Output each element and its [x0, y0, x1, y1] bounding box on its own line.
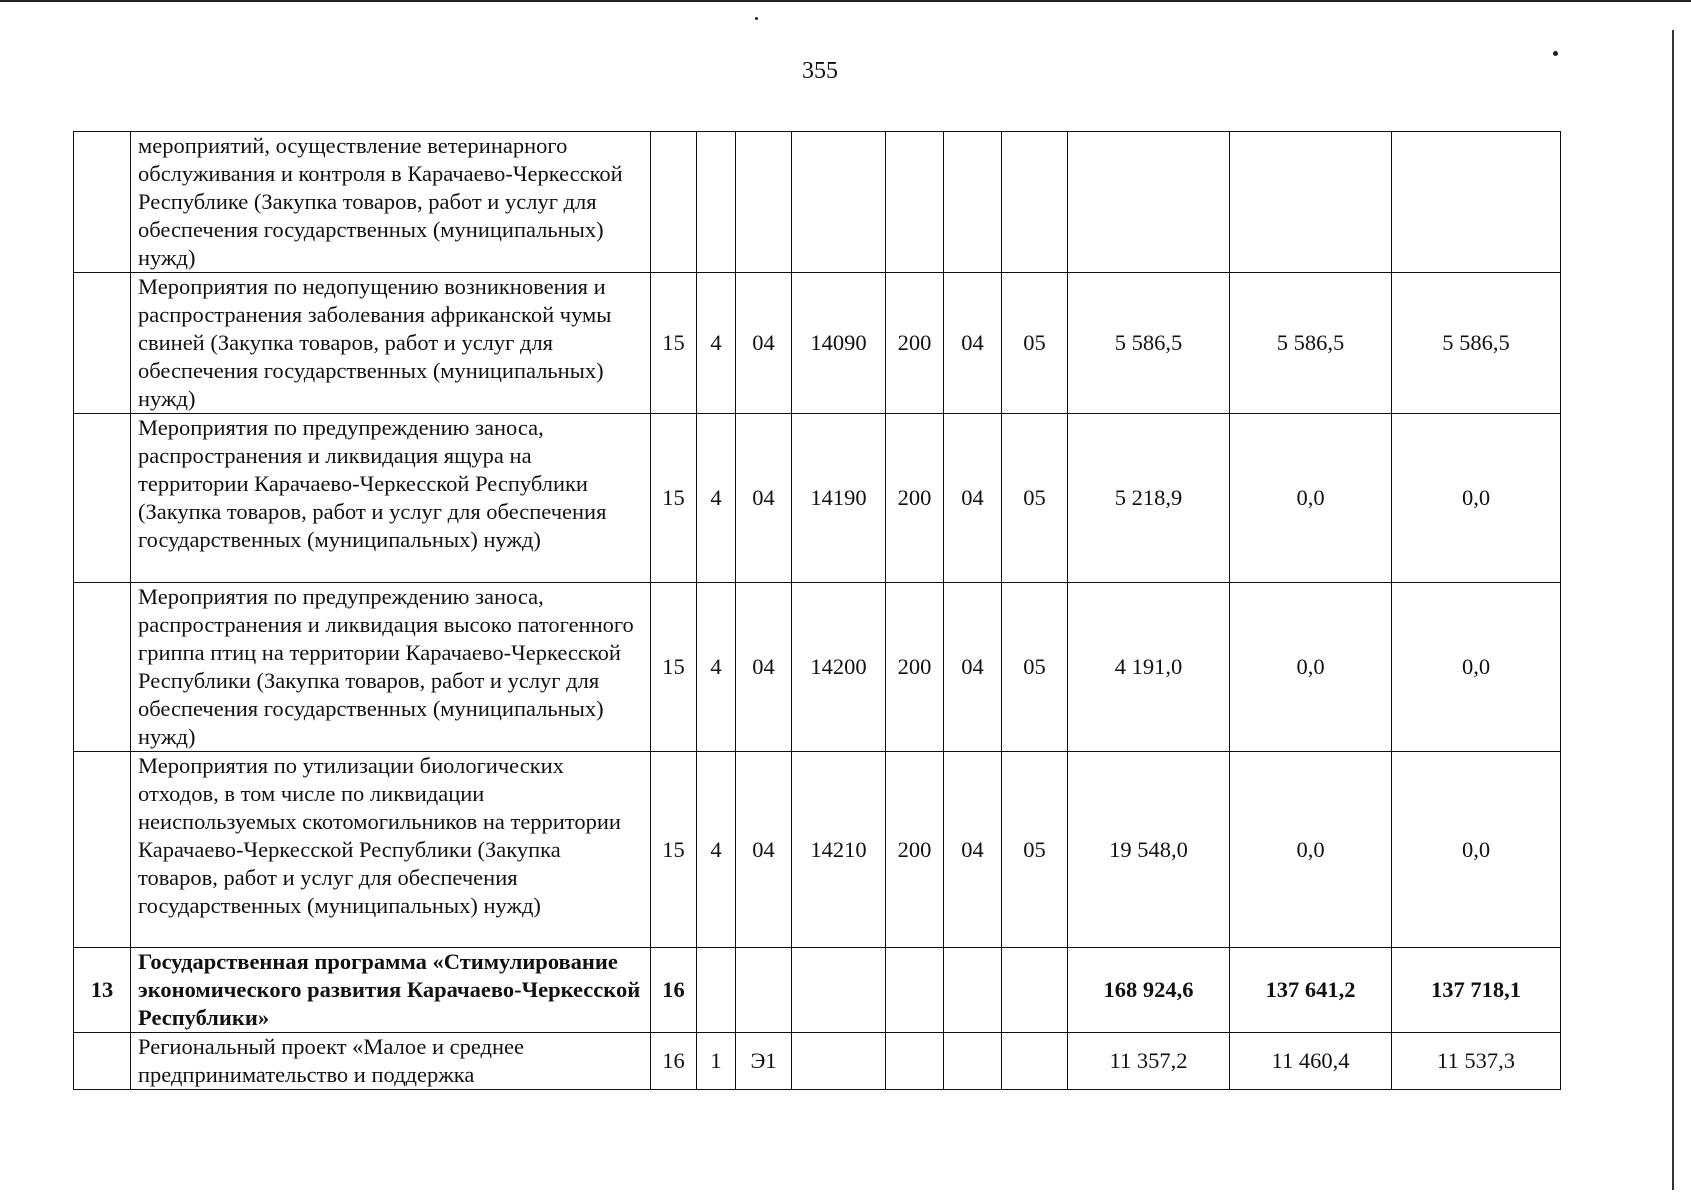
amount-cell: 0,0 [1392, 752, 1561, 948]
code-cell: 04 [944, 414, 1002, 583]
amount-cell: 168 924,6 [1068, 948, 1230, 1033]
code-cell: 04 [736, 752, 792, 948]
code-cell [944, 1033, 1002, 1090]
code-cell: 4 [697, 583, 736, 752]
right-border-line [1672, 30, 1674, 1190]
table-row [74, 752, 1561, 948]
row-number-cell [74, 414, 131, 583]
amount-cell: 0,0 [1392, 414, 1561, 583]
table-row [74, 948, 1561, 1033]
amount-cell: 11 460,4 [1230, 1033, 1392, 1090]
amount-cell: 5 586,5 [1392, 273, 1561, 414]
code-cell: 200 [886, 583, 944, 752]
table-row [74, 273, 1561, 414]
code-cell: 15 [651, 414, 697, 583]
scan-speck [755, 17, 758, 20]
code-cell [736, 132, 792, 273]
code-cell [1002, 948, 1068, 1033]
row-number-cell [74, 583, 131, 752]
amount-cell: 0,0 [1230, 414, 1392, 583]
amount-cell: 11 357,2 [1068, 1033, 1230, 1090]
code-cell [697, 132, 736, 273]
code-cell [651, 132, 697, 273]
code-cell: 4 [697, 752, 736, 948]
amount-cell [1068, 132, 1230, 273]
description-cell: Государственная программа «Стимулирование экономического развития Карачаево-Черкесской Республики» [131, 948, 651, 1033]
code-cell: 04 [944, 752, 1002, 948]
code-cell: 14210 [792, 752, 886, 948]
row-number-cell [74, 132, 131, 273]
code-cell: 05 [1002, 752, 1068, 948]
amount-cell [1392, 132, 1561, 273]
code-cell [792, 948, 886, 1033]
code-cell [1002, 132, 1068, 273]
amount-cell: 11 537,3 [1392, 1033, 1561, 1090]
amount-cell: 5 586,5 [1068, 273, 1230, 414]
amount-cell: 137 718,1 [1392, 948, 1561, 1033]
scan-speck [1553, 51, 1558, 56]
code-cell: 14200 [792, 583, 886, 752]
amount-cell: 137 641,2 [1230, 948, 1392, 1033]
amount-cell [1230, 132, 1392, 273]
row-number-cell [74, 752, 131, 948]
amount-cell: 4 191,0 [1068, 583, 1230, 752]
code-cell: 05 [1002, 273, 1068, 414]
description-cell: Мероприятия по предупреждению заноса, распространения и ликвидация высоко патогенного гриппа птиц на территории Карачаево-Черкесской Республики (Закупка товаров, работ и услуг для обеспечения государственных (муниципальных) нужд) [131, 583, 651, 752]
code-cell: 200 [886, 273, 944, 414]
description-cell: Мероприятия по предупреждению заноса, распространения и ликвидация ящура на территории Карачаево-Черкесской Республики (Закупка товаров, работ и услуг для обеспечения государственных (муниципальных) нужд) [131, 414, 651, 583]
code-cell: 05 [1002, 414, 1068, 583]
code-cell [944, 132, 1002, 273]
description-cell: мероприятий, осуществление ветеринарного обслуживания и контроля в Карачаево-Черкесской Республике (Закупка товаров, работ и услуг для обеспечения государственных (муниципальных) нужд) [131, 132, 651, 273]
amount-cell: 5 586,5 [1230, 273, 1392, 414]
code-cell [792, 1033, 886, 1090]
budget-table [73, 131, 1561, 1090]
code-cell: 200 [886, 752, 944, 948]
amount-cell: 19 548,0 [1068, 752, 1230, 948]
code-cell [886, 948, 944, 1033]
code-cell [736, 948, 792, 1033]
table-row [74, 1033, 1561, 1090]
code-cell: 16 [651, 1033, 697, 1090]
row-number-cell [74, 273, 131, 414]
code-cell [1002, 1033, 1068, 1090]
code-cell [886, 132, 944, 273]
code-cell: 4 [697, 273, 736, 414]
code-cell [792, 132, 886, 273]
table-row [74, 583, 1561, 752]
code-cell: 04 [736, 583, 792, 752]
code-cell: 15 [651, 273, 697, 414]
code-cell [944, 948, 1002, 1033]
code-cell: 14190 [792, 414, 886, 583]
code-cell [697, 948, 736, 1033]
top-border-line [0, 0, 1691, 2]
amount-cell: 0,0 [1230, 752, 1392, 948]
code-cell: 14090 [792, 273, 886, 414]
description-cell: Мероприятия по утилизации биологических отходов, в том числе по ликвидации неиспользуемых скотомогильников на территории Карачаево-Черкесской Республики (Закупка товаров, работ и услуг для обеспечения государственных (муниципальных) нужд) [131, 752, 651, 948]
amount-cell: 0,0 [1392, 583, 1561, 752]
code-cell: 04 [736, 273, 792, 414]
amount-cell: 0,0 [1230, 583, 1392, 752]
code-cell: 04 [944, 273, 1002, 414]
code-cell: 4 [697, 414, 736, 583]
table-row [74, 414, 1561, 583]
row-number-cell [74, 1033, 131, 1090]
code-cell: 1 [697, 1033, 736, 1090]
code-cell: 05 [1002, 583, 1068, 752]
description-cell: Мероприятия по недопущению возникновения и распространения заболевания африканской чумы свиней (Закупка товаров, работ и услуг для обеспечения государственных (муниципальных) нужд) [131, 273, 651, 414]
table-row [74, 132, 1561, 273]
code-cell [886, 1033, 944, 1090]
row-number-cell: 13 [74, 948, 131, 1033]
code-cell: 15 [651, 752, 697, 948]
amount-cell: 5 218,9 [1068, 414, 1230, 583]
page-number: 355 [802, 58, 838, 84]
code-cell: 15 [651, 583, 697, 752]
code-cell: 04 [944, 583, 1002, 752]
code-cell: Э1 [736, 1033, 792, 1090]
code-cell: 200 [886, 414, 944, 583]
description-cell: Региональный проект «Малое и среднее предпринимательство и поддержка [131, 1033, 651, 1090]
code-cell: 04 [736, 414, 792, 583]
code-cell: 16 [651, 948, 697, 1033]
